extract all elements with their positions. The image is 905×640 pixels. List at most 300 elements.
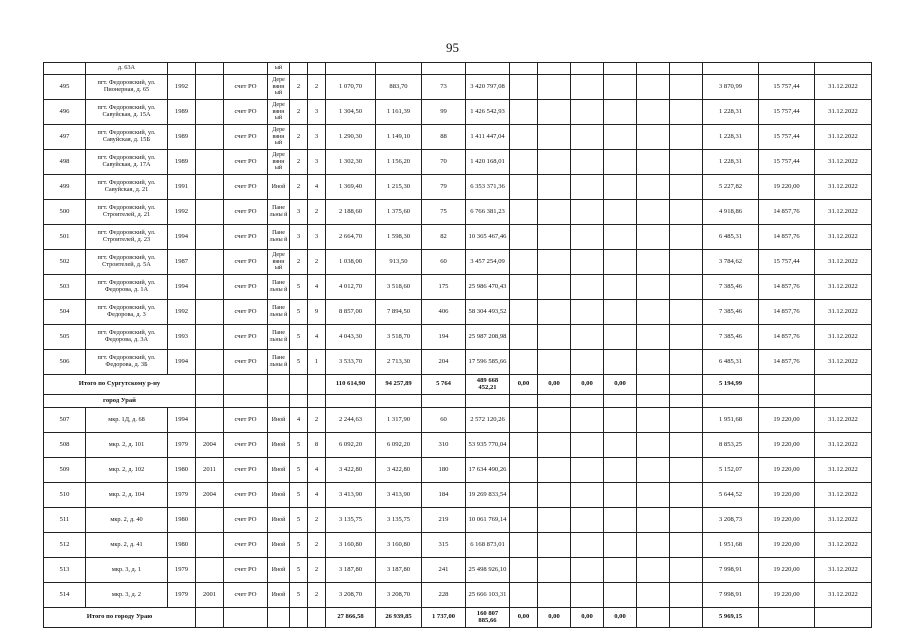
wall-type-cell: Иной xyxy=(268,583,290,608)
max-unit-cost-cell: 15 757,44 xyxy=(759,75,815,100)
unit-cost-cell: 3 870,99 xyxy=(703,75,759,100)
total-area-cell: 27 866,58 xyxy=(326,608,376,628)
fund-source-cell xyxy=(670,483,703,508)
address-cell: мкр. 2, д. 102 xyxy=(86,458,168,483)
table-row xyxy=(44,533,872,558)
deadline-cell: 31.12.2022 xyxy=(815,533,872,558)
fund-source-cell xyxy=(670,150,703,175)
fund-source-cell xyxy=(670,100,703,125)
cost-cell: 53 935 770,04 xyxy=(466,433,510,458)
residents-cell: 60 xyxy=(422,408,466,433)
year-renovated-cell: 2011 xyxy=(196,458,224,483)
fund-source-cell xyxy=(510,250,538,275)
wall-type-cell: Дере вянн ый xyxy=(268,125,290,150)
deadline-cell: 31.12.2022 xyxy=(815,175,872,200)
address-cell: д. 63А xyxy=(86,63,168,75)
table-row xyxy=(44,175,872,200)
wall-type-cell: Пане льны й xyxy=(268,275,290,300)
year-renovated-cell xyxy=(196,100,224,125)
total-area-cell: 3 413,90 xyxy=(326,483,376,508)
max-unit-cost-cell: 15 757,44 xyxy=(759,250,815,275)
living-area-cell: 883,70 xyxy=(376,75,422,100)
entrances-cell: 3 xyxy=(308,125,326,150)
fund-method-cell: счет РО xyxy=(224,175,268,200)
year-renovated-cell: 2004 xyxy=(196,483,224,508)
unit-cost-cell: 7 385,46 xyxy=(703,325,759,350)
fund-method-cell: счет РО xyxy=(224,433,268,458)
year-built-cell: 1991 xyxy=(168,175,196,200)
fund-source-cell xyxy=(604,175,637,200)
deadline-cell: 31.12.2022 xyxy=(815,150,872,175)
wall-type-cell: Иной xyxy=(268,558,290,583)
wall-type-cell: Пане льны й xyxy=(268,225,290,250)
year-built-cell: 1980 xyxy=(168,533,196,558)
floors-cell: 2 xyxy=(290,250,308,275)
year-built-cell: 1980 xyxy=(168,508,196,533)
fund-source-cell xyxy=(571,200,604,225)
total-area-cell: 3 160,80 xyxy=(326,533,376,558)
total-area-cell: 3 422,80 xyxy=(326,458,376,483)
year-renovated-cell xyxy=(196,175,224,200)
residents-cell: 184 xyxy=(422,483,466,508)
year-renovated-cell xyxy=(196,275,224,300)
table-row xyxy=(44,200,872,225)
year-renovated-cell xyxy=(196,558,224,583)
fund-source-cell: 0,00 xyxy=(571,375,604,395)
fund-source-cell xyxy=(538,483,571,508)
address-cell: пгт. Федоровский, ул. Савуйская, д. 21 xyxy=(86,175,168,200)
entrances-cell: 1 xyxy=(308,350,326,375)
fund-source-cell xyxy=(538,433,571,458)
floors-cell: 4 xyxy=(290,408,308,433)
fund-source-cell xyxy=(571,275,604,300)
entrances-cell: 2 xyxy=(308,533,326,558)
unit-cost-cell: 5 969,15 xyxy=(703,608,759,628)
residents-cell: 73 xyxy=(422,75,466,100)
row-number-cell: 509 xyxy=(44,458,86,483)
living-area-cell: 94 257,89 xyxy=(376,375,422,395)
fund-source-cell xyxy=(538,250,571,275)
table-cell xyxy=(290,395,308,408)
address-cell: пгт. Федоровский, ул. Федорова, д. 3 xyxy=(86,300,168,325)
fund-source-cell: 0,00 xyxy=(571,608,604,628)
total-area-cell: 3 208,70 xyxy=(326,583,376,608)
deadline-cell: 31.12.2022 xyxy=(815,250,872,275)
table-row xyxy=(44,433,872,458)
total-label-cell: Итого по Сургутскому р-ну xyxy=(44,375,196,395)
year-renovated-cell xyxy=(196,300,224,325)
cost-cell: 25 666 103,31 xyxy=(466,583,510,608)
residents-cell: 406 xyxy=(422,300,466,325)
wall-type-cell: Иной xyxy=(268,175,290,200)
row-number-cell: 512 xyxy=(44,533,86,558)
row-number-cell: 503 xyxy=(44,275,86,300)
deadline-cell: 31.12.2022 xyxy=(815,275,872,300)
unit-cost-cell: 6 485,31 xyxy=(703,225,759,250)
table-row xyxy=(44,225,872,250)
table-cell xyxy=(510,395,538,408)
entrances-cell: 3 xyxy=(308,150,326,175)
residents-cell: 310 xyxy=(422,433,466,458)
table-body xyxy=(44,63,872,628)
table-row xyxy=(44,275,872,300)
fund-source-cell xyxy=(604,583,637,608)
fund-source-cell xyxy=(637,558,670,583)
deadline-cell: 31.12.2022 xyxy=(815,408,872,433)
unit-cost-cell: 7 385,46 xyxy=(703,300,759,325)
total-area-cell: 4 012,70 xyxy=(326,275,376,300)
living-area-cell: 1 317,90 xyxy=(376,408,422,433)
fund-source-cell xyxy=(571,558,604,583)
unit-cost-cell: 5 194,99 xyxy=(703,375,759,395)
fund-source-cell xyxy=(637,200,670,225)
address-cell: мкр. 2, д. 101 xyxy=(86,433,168,458)
fund-source-cell: 0,00 xyxy=(538,608,571,628)
table-row xyxy=(44,100,872,125)
floors-cell: 5 xyxy=(290,300,308,325)
fund-method-cell: счет РО xyxy=(224,350,268,375)
address-cell: мкр. 2, д. 41 xyxy=(86,533,168,558)
table-cell xyxy=(308,608,326,628)
deadline-cell: 31.12.2022 xyxy=(815,125,872,150)
cost-cell: 1 426 542,93 xyxy=(466,100,510,125)
entrances-cell: 2 xyxy=(308,250,326,275)
entrances-cell: 2 xyxy=(308,75,326,100)
fund-source-cell xyxy=(510,350,538,375)
table-cell xyxy=(290,608,308,628)
fund-source-cell xyxy=(670,200,703,225)
cost-cell: 58 304 493,52 xyxy=(466,300,510,325)
max-unit-cost-cell: 19 220,00 xyxy=(759,508,815,533)
max-unit-cost-cell: 19 220,00 xyxy=(759,583,815,608)
residents-cell: 1 737,00 xyxy=(422,608,466,628)
unit-cost-cell: 7 385,46 xyxy=(703,275,759,300)
fund-source-cell xyxy=(604,558,637,583)
table-cell xyxy=(637,608,670,628)
fund-source-cell xyxy=(637,300,670,325)
fund-source-cell xyxy=(637,408,670,433)
row-number-cell: 513 xyxy=(44,558,86,583)
table-row xyxy=(44,508,872,533)
fund-method-cell: счет РО xyxy=(224,100,268,125)
total-area-cell: 2 188,60 xyxy=(326,200,376,225)
fund-method-cell: счет РО xyxy=(224,225,268,250)
table-cell xyxy=(571,395,604,408)
living-area-cell: 3 160,80 xyxy=(376,533,422,558)
fund-source-cell xyxy=(538,558,571,583)
total-area-cell: 1 302,30 xyxy=(326,150,376,175)
fund-source-cell xyxy=(670,508,703,533)
fund-source-cell xyxy=(571,533,604,558)
fund-source-cell xyxy=(670,275,703,300)
residents-cell: 219 xyxy=(422,508,466,533)
total-area-cell: 6 092,20 xyxy=(326,433,376,458)
living-area-cell: 3 413,90 xyxy=(376,483,422,508)
table-cell xyxy=(422,395,466,408)
fund-source-cell xyxy=(604,483,637,508)
address-cell: пгт. Федоровский, ул. Федорова, д. 3Б xyxy=(86,350,168,375)
year-built-cell: 1979 xyxy=(168,433,196,458)
total-area-cell: 2 244,63 xyxy=(326,408,376,433)
wall-type-cell: Дере вянн ый xyxy=(268,150,290,175)
row-number-cell: 495 xyxy=(44,75,86,100)
year-built-cell: 1979 xyxy=(168,558,196,583)
table-cell xyxy=(759,375,815,395)
address-cell: мкр. 2, д. 40 xyxy=(86,508,168,533)
fund-source-cell xyxy=(670,75,703,100)
cost-cell: 25 498 926,10 xyxy=(466,558,510,583)
table-cell xyxy=(268,608,290,628)
deadline-cell: 31.12.2022 xyxy=(815,300,872,325)
year-built-cell: 1992 xyxy=(168,200,196,225)
table-row xyxy=(44,150,872,175)
fund-source-cell xyxy=(571,150,604,175)
fund-source-cell xyxy=(571,408,604,433)
residents-cell: 60 xyxy=(422,250,466,275)
fund-method-cell: счет РО xyxy=(224,250,268,275)
fund-method-cell: счет РО xyxy=(224,275,268,300)
living-area-cell: 7 894,50 xyxy=(376,300,422,325)
living-area-cell: 3 518,70 xyxy=(376,325,422,350)
residents-cell: 99 xyxy=(422,100,466,125)
total-area-cell: 1 290,30 xyxy=(326,125,376,150)
fund-source-cell xyxy=(670,225,703,250)
year-built-cell: 1993 xyxy=(168,325,196,350)
residents-cell: 5 764 xyxy=(422,375,466,395)
fund-source-cell xyxy=(571,458,604,483)
fund-source-cell: 0,00 xyxy=(538,375,571,395)
year-built-cell: 1989 xyxy=(168,100,196,125)
living-area-cell: 3 187,80 xyxy=(376,558,422,583)
fund-source-cell xyxy=(637,433,670,458)
entrances-cell: 4 xyxy=(308,325,326,350)
fund-source-cell xyxy=(571,175,604,200)
table-cell xyxy=(637,395,670,408)
fund-source-cell xyxy=(510,325,538,350)
floors-cell: 5 xyxy=(290,275,308,300)
living-area-cell: 3 208,70 xyxy=(376,583,422,608)
wall-type-cell: Иной xyxy=(268,483,290,508)
table-cell xyxy=(759,608,815,628)
entrances-cell: 2 xyxy=(308,508,326,533)
table-cell xyxy=(815,375,872,395)
total-area-cell: 8 857,00 xyxy=(326,300,376,325)
max-unit-cost-cell: 19 220,00 xyxy=(759,433,815,458)
fund-source-cell xyxy=(604,275,637,300)
fund-source-cell xyxy=(604,300,637,325)
fund-source-cell xyxy=(538,508,571,533)
fund-source-cell xyxy=(538,125,571,150)
row-number-cell: 504 xyxy=(44,300,86,325)
total-area-cell: 3 533,70 xyxy=(326,350,376,375)
unit-cost-cell: 5 644,52 xyxy=(703,483,759,508)
address-cell: пгт. Федоровский, ул. Савуйская, д. 17А xyxy=(86,150,168,175)
fund-source-cell xyxy=(571,483,604,508)
fund-source-cell xyxy=(571,100,604,125)
fund-source-cell xyxy=(510,508,538,533)
unit-cost-cell: 3 208,73 xyxy=(703,508,759,533)
living-area-cell: 1 375,60 xyxy=(376,200,422,225)
year-built-cell: 1994 xyxy=(168,350,196,375)
cost-cell: 25 987 208,98 xyxy=(466,325,510,350)
deadline-cell: 31.12.2022 xyxy=(815,325,872,350)
living-area-cell: 1 598,30 xyxy=(376,225,422,250)
fund-source-cell xyxy=(604,433,637,458)
table-row xyxy=(44,583,872,608)
table-row xyxy=(44,75,872,100)
table-cell xyxy=(815,395,872,408)
year-renovated-cell xyxy=(196,508,224,533)
fund-source-cell: 0,00 xyxy=(510,608,538,628)
table-cell xyxy=(670,395,703,408)
fund-source-cell xyxy=(510,75,538,100)
fund-source-cell xyxy=(538,100,571,125)
row-number-cell: 497 xyxy=(44,125,86,150)
fund-source-cell xyxy=(637,458,670,483)
fund-source-cell xyxy=(670,300,703,325)
total-area-cell: 3 135,75 xyxy=(326,508,376,533)
fund-source-cell xyxy=(538,150,571,175)
table-cell xyxy=(326,395,376,408)
max-unit-cost-cell: 19 220,00 xyxy=(759,175,815,200)
cost-cell: 17 634 490,26 xyxy=(466,458,510,483)
table-row xyxy=(44,63,872,75)
address-cell: пгт. Федоровский, ул. Савуйская, д. 15А xyxy=(86,100,168,125)
fund-source-cell xyxy=(604,200,637,225)
cost-cell: 3 457 254,09 xyxy=(466,250,510,275)
row-number-cell: 502 xyxy=(44,250,86,275)
year-renovated-cell xyxy=(196,125,224,150)
table-cell xyxy=(670,608,703,628)
housing-table xyxy=(43,62,872,628)
address-cell: пгт. Федоровский, ул. Федорова, д. 1А xyxy=(86,275,168,300)
year-built-cell: 1994 xyxy=(168,275,196,300)
total-area-cell: 1 304,50 xyxy=(326,100,376,125)
year-renovated-cell xyxy=(196,325,224,350)
fund-source-cell xyxy=(510,533,538,558)
fund-source-cell xyxy=(670,125,703,150)
fund-source-cell xyxy=(510,458,538,483)
wall-type-cell: Иной xyxy=(268,408,290,433)
fund-method-cell: счет РО xyxy=(224,325,268,350)
address-cell: пгт. Федоровский, ул. Федорова, д. 3А xyxy=(86,325,168,350)
fund-source-cell xyxy=(670,408,703,433)
fund-method-cell: счет РО xyxy=(224,300,268,325)
max-unit-cost-cell: 14 857,76 xyxy=(759,350,815,375)
row-number-cell: 498 xyxy=(44,150,86,175)
fund-source-cell xyxy=(604,125,637,150)
unit-cost-cell: 4 918,86 xyxy=(703,200,759,225)
fund-source-cell xyxy=(510,125,538,150)
living-area-cell: 1 149,10 xyxy=(376,125,422,150)
total-area-cell: 4 043,30 xyxy=(326,325,376,350)
fund-method-cell: счет РО xyxy=(224,508,268,533)
fund-source-cell xyxy=(510,483,538,508)
row-number-cell: 507 xyxy=(44,408,86,433)
fund-source-cell xyxy=(670,458,703,483)
fund-method-cell: счет РО xyxy=(224,558,268,583)
fund-source-cell xyxy=(670,250,703,275)
residents-cell: 70 xyxy=(422,150,466,175)
unit-cost-cell: 7 998,91 xyxy=(703,583,759,608)
section-header-row xyxy=(44,395,872,408)
deadline-cell: 31.12.2022 xyxy=(815,100,872,125)
max-unit-cost-cell: 15 757,44 xyxy=(759,150,815,175)
cost-cell: 6 168 873,01 xyxy=(466,533,510,558)
fund-source-cell xyxy=(510,558,538,583)
deadline-cell: 31.12.2022 xyxy=(815,508,872,533)
year-built-cell: 1979 xyxy=(168,483,196,508)
fund-source-cell xyxy=(670,175,703,200)
fund-source-cell xyxy=(670,583,703,608)
fund-source-cell xyxy=(637,483,670,508)
residents-cell: 79 xyxy=(422,175,466,200)
fund-source-cell xyxy=(538,583,571,608)
address-cell: мкр. 1Д, д. 68 xyxy=(86,408,168,433)
entrances-cell: 4 xyxy=(308,458,326,483)
year-built-cell: 1980 xyxy=(168,458,196,483)
cost-cell: 2 572 120,26 xyxy=(466,408,510,433)
address-cell: пгт. Федоровский, ул. Строителей, д. 21 xyxy=(86,200,168,225)
living-area-cell: 3 518,60 xyxy=(376,275,422,300)
total-label-cell: Итого по городу Ураю xyxy=(44,608,196,628)
residents-cell: 175 xyxy=(422,275,466,300)
table-cell xyxy=(290,375,308,395)
fund-source-cell xyxy=(637,325,670,350)
year-built-cell: 1994 xyxy=(168,225,196,250)
fund-source-cell xyxy=(637,275,670,300)
table-cell xyxy=(815,608,872,628)
cost-cell: 10 365 467,46 xyxy=(466,225,510,250)
row-number-cell: 506 xyxy=(44,350,86,375)
fund-method-cell: счет РО xyxy=(224,458,268,483)
fund-method-cell: счет РО xyxy=(224,408,268,433)
fund-source-cell xyxy=(538,75,571,100)
address-cell: пгт. Федоровский, ул. Пионерная, д. 65 xyxy=(86,75,168,100)
total-area-cell: 2 664,70 xyxy=(326,225,376,250)
year-renovated-cell xyxy=(196,250,224,275)
fund-source-cell xyxy=(637,150,670,175)
fund-source-cell xyxy=(510,200,538,225)
fund-source-cell xyxy=(571,225,604,250)
floors-cell: 2 xyxy=(290,150,308,175)
entrances-cell: 2 xyxy=(308,583,326,608)
fund-source-cell: 0,00 xyxy=(510,375,538,395)
address-cell: пгт. Федоровский, ул. Строителей, д. 5А xyxy=(86,250,168,275)
living-area-cell: 6 092,20 xyxy=(376,433,422,458)
table-cell xyxy=(268,375,290,395)
entrances-cell: 9 xyxy=(308,300,326,325)
max-unit-cost-cell: 19 220,00 xyxy=(759,483,815,508)
wall-type-cell: Пане льны й xyxy=(268,200,290,225)
table-cell xyxy=(604,395,637,408)
fund-source-cell xyxy=(538,325,571,350)
entrances-cell: 8 xyxy=(308,433,326,458)
fund-source-cell xyxy=(510,225,538,250)
cost-cell: 1 411 447,04 xyxy=(466,125,510,150)
year-renovated-cell xyxy=(196,150,224,175)
row-number-cell: 505 xyxy=(44,325,86,350)
fund-source-cell xyxy=(637,250,670,275)
fund-source-cell xyxy=(571,75,604,100)
unit-cost-cell: 1 951,68 xyxy=(703,408,759,433)
max-unit-cost-cell: 14 857,76 xyxy=(759,300,815,325)
max-unit-cost-cell: 14 857,76 xyxy=(759,225,815,250)
fund-source-cell xyxy=(538,350,571,375)
floors-cell: 5 xyxy=(290,458,308,483)
fund-source-cell: 0,00 xyxy=(604,608,637,628)
floors-cell: 5 xyxy=(290,433,308,458)
